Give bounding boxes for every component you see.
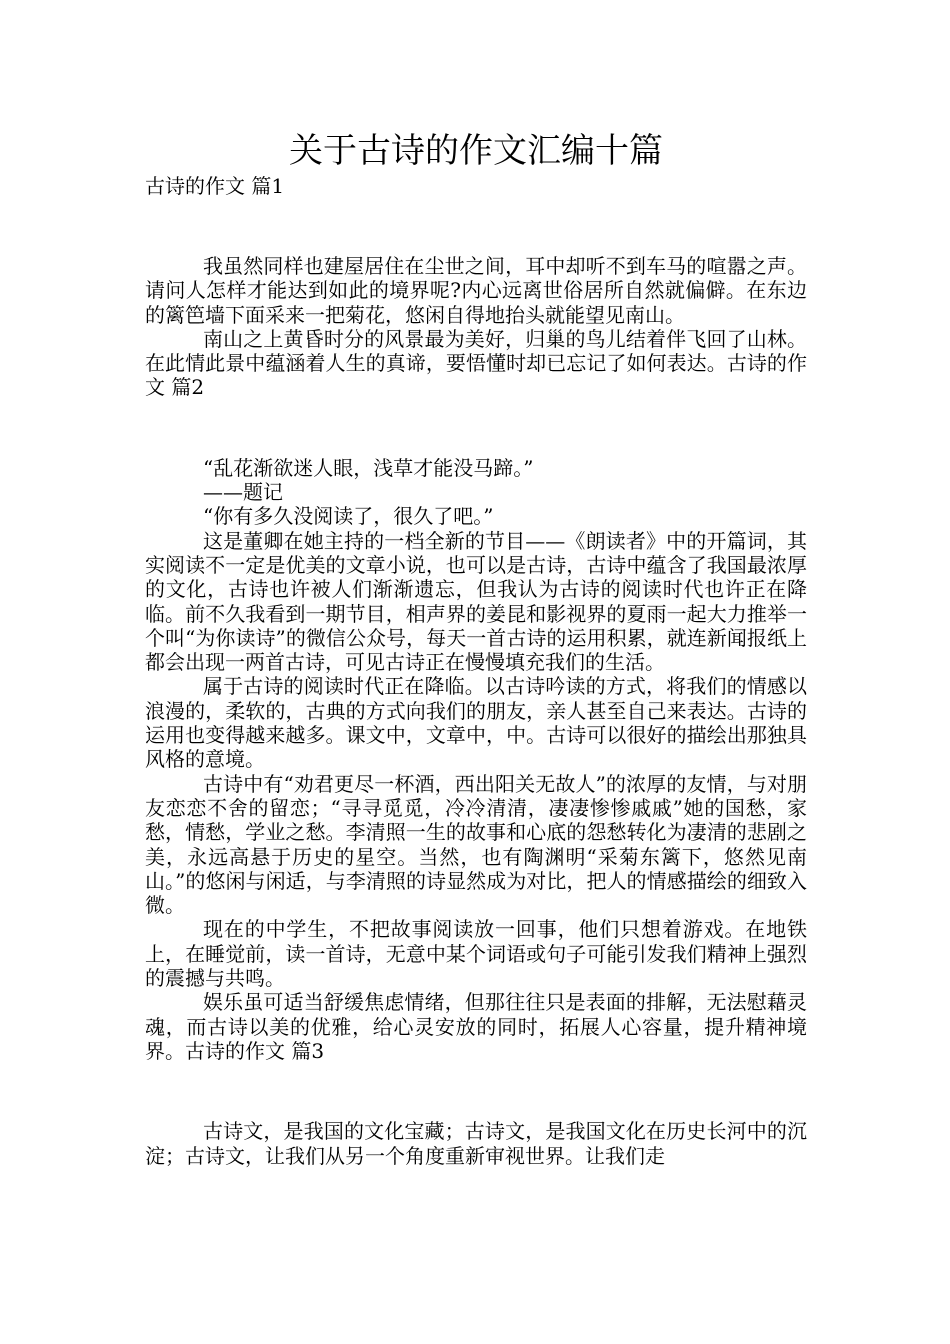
paragraph: 我虽然同样也建屋居住在尘世之间，耳中却听不到车马的喧嚣之声。请问人怎样才能达到如此的境界呢?内心远离世俗居所自然就偏僻。在东边的篱笆墙下面采来一把菊花，悠闲自得地抬头就能望见南山。	[145, 254, 807, 327]
paragraph	[145, 327, 807, 400]
document-page	[145, 128, 807, 1168]
paragraph: 古诗文，是我国的文化宝藏；古诗文，是我国文化在历史长河中的沉淀；古诗文，让我们从另一个角度重新审视世界。让我们走	[145, 1119, 807, 1168]
paragraph	[145, 990, 807, 1063]
section-heading-1: 古诗的作文 篇1	[145, 174, 285, 198]
paragraph: 属于古诗的阅读时代正在降临。以古诗吟读的方式，将我们的情感以浪漫的，柔软的，古典的方式向我们的朋友，亲人甚至自己来表达。古诗的运用也变得越来越多。课文中，文章中，中。古诗可以很好的描绘出那独具风格的意境。	[145, 674, 807, 772]
section-heading-2: 古诗的作文 篇2	[145, 351, 807, 400]
document-title: 关于古诗的作文汇编十篇	[289, 131, 663, 171]
blank-space	[145, 1063, 807, 1119]
paragraph: 现在的中学生，不把故事阅读放一回事，他们只想着游戏。在地铁上，在睡觉前，读一首诗，无意中某个词语或句子可能引发我们精神上强烈的震撼与共鸣。	[145, 917, 807, 991]
epigraph-quote: “乱花渐欲迷人眼，浅草才能没马蹄。”	[203, 455, 534, 480]
paragraph-text: 南山之上黄昏时分的风景最为美好，归巢的鸟儿结着伴飞回了山林。在此情此景中蕴涵着人生的真谛，要悟懂时却已忘记了如何表达。	[145, 326, 807, 376]
section-heading-3: 古诗的作文 篇3	[185, 1038, 325, 1063]
blank-space	[145, 198, 807, 254]
paragraph: “你有多久没阅读了，很久了吧。”	[203, 504, 494, 529]
blank-space	[145, 400, 807, 456]
epigraph-attribution: ——题记	[203, 480, 283, 505]
paragraph: 这是董卿在她主持的一档全新的节目——《朗读者》中的开篇词，其实阅读不一定是优美的文章小说，也可以是古诗，古诗中蕴含了我国最浓厚的文化，古诗也许被人们渐渐遗忘，但我认为古诗的阅读时代也许正在降临。前不久我看到一期节目，相声界的姜昆和影视界的夏雨一起大力推举一个叫“为你读诗”的微信公众号，每天一首古诗的运用积累，就连新闻报纸上都会出现一两首古诗，可见古诗正在慢慢填充我们的生活。	[145, 528, 807, 675]
paragraph: 古诗中有“劝君更尽一杯酒，西出阳关无故人”的浓厚的友情，与对朋友恋恋不舍的留恋；“寻寻觅觅，冷冷清清，凄凄惨惨戚戚”她的国愁，家愁，情愁，学业之愁。李清照一生的故事和心底的怨愁转化为凄清的悲剧之美，永远高悬于历史的星空。当然，也有陶渊明“采菊东篱下，悠然见南山。”的悠闲与闲适，与李清照的诗显然成为对比，把人的情感描绘的细致入微。	[145, 771, 807, 918]
paragraph-text: 娱乐虽可适当舒缓焦虑情绪，但那往往只是表面的排解，无法慰藉灵魂，而古诗以美的优雅，给心灵安放的同时，拓展人心容量，提升精神境界。	[145, 990, 807, 1063]
